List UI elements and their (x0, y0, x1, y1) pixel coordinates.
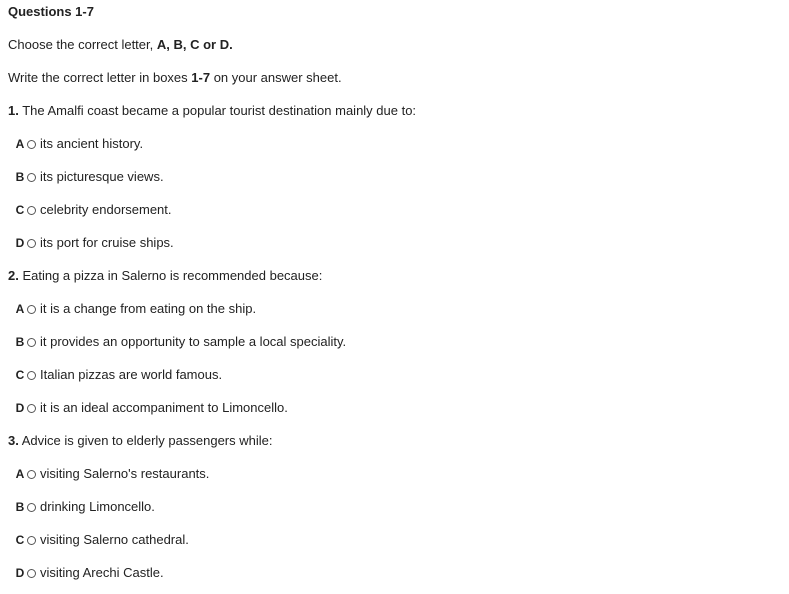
option-3-d[interactable] (8, 565, 781, 581)
instruction-bold: 1-7 (191, 70, 211, 85)
option-letter: A (15, 302, 25, 316)
option-2-b[interactable] (8, 334, 781, 350)
option-2-a[interactable] (8, 301, 781, 317)
option-text: it is a change from eating on the ship. (40, 301, 257, 316)
option-text: it is an ideal accompaniment to Limoncello. (40, 400, 288, 415)
option-1-a[interactable] (8, 136, 781, 152)
radio-button[interactable] (27, 569, 36, 578)
instruction-choose (8, 37, 781, 53)
option-letter: A (15, 137, 25, 151)
section-title: Questions 1-7 (8, 4, 94, 19)
question-number: 1. (8, 103, 19, 118)
instruction-text: Choose the correct letter, (8, 37, 157, 52)
instruction-text: Write the correct letter in boxes (8, 70, 192, 85)
option-text: its picturesque views. (40, 169, 164, 184)
radio-button[interactable] (27, 503, 36, 512)
option-text: celebrity endorsement. (40, 202, 172, 217)
option-letter: D (15, 401, 25, 415)
radio-button[interactable] (27, 239, 36, 248)
option-letter: C (15, 368, 25, 382)
option-2-d[interactable] (8, 400, 781, 416)
option-text: it provides an opportunity to sample a local speciality. (40, 334, 347, 349)
option-letter: B (15, 500, 25, 514)
option-letter: B (15, 170, 25, 184)
option-letter: B (15, 335, 25, 349)
radio-button[interactable] (27, 173, 36, 182)
option-3-b[interactable] (8, 499, 781, 515)
option-text: visiting Salerno's restaurants. (40, 466, 210, 481)
radio-button[interactable] (27, 371, 36, 380)
radio-button[interactable] (27, 305, 36, 314)
option-letter: A (15, 467, 25, 481)
option-1-c[interactable] (8, 202, 781, 218)
radio-button[interactable] (27, 140, 36, 149)
option-text: its ancient history. (40, 136, 144, 151)
radio-button[interactable] (27, 338, 36, 347)
question-3 (8, 433, 781, 449)
option-text: drinking Limoncello. (40, 499, 155, 514)
option-letter: C (15, 203, 25, 217)
option-2-c[interactable] (8, 367, 781, 383)
question-text: Eating a pizza in Salerno is recommended because: (18, 268, 323, 283)
option-1-d[interactable] (8, 235, 781, 251)
instruction-write (8, 70, 781, 86)
option-text: visiting Salerno cathedral. (40, 532, 189, 547)
question-2 (8, 268, 781, 284)
radio-button[interactable] (27, 206, 36, 215)
option-letter: C (15, 533, 25, 547)
question-number: 2. (8, 268, 19, 283)
question-1 (8, 103, 781, 119)
instruction-text: on your answer sheet. (210, 70, 342, 85)
question-text: The Amalfi coast became a popular tourist destination mainly due to: (18, 103, 417, 118)
option-letter: D (15, 566, 25, 580)
radio-button[interactable] (27, 404, 36, 413)
option-3-c[interactable] (8, 532, 781, 548)
option-letter: D (15, 236, 25, 250)
question-text: Advice is given to elderly passengers while: (18, 433, 273, 448)
option-1-b[interactable] (8, 169, 781, 185)
radio-button[interactable] (27, 470, 36, 479)
question-number: 3. (8, 433, 19, 448)
option-text: its port for cruise ships. (40, 235, 174, 250)
option-text: visiting Arechi Castle. (40, 565, 164, 580)
option-text: Italian pizzas are world famous. (40, 367, 223, 382)
option-3-a[interactable] (8, 466, 781, 482)
radio-button[interactable] (27, 536, 36, 545)
instruction-bold: A, B, C or D. (156, 37, 233, 52)
